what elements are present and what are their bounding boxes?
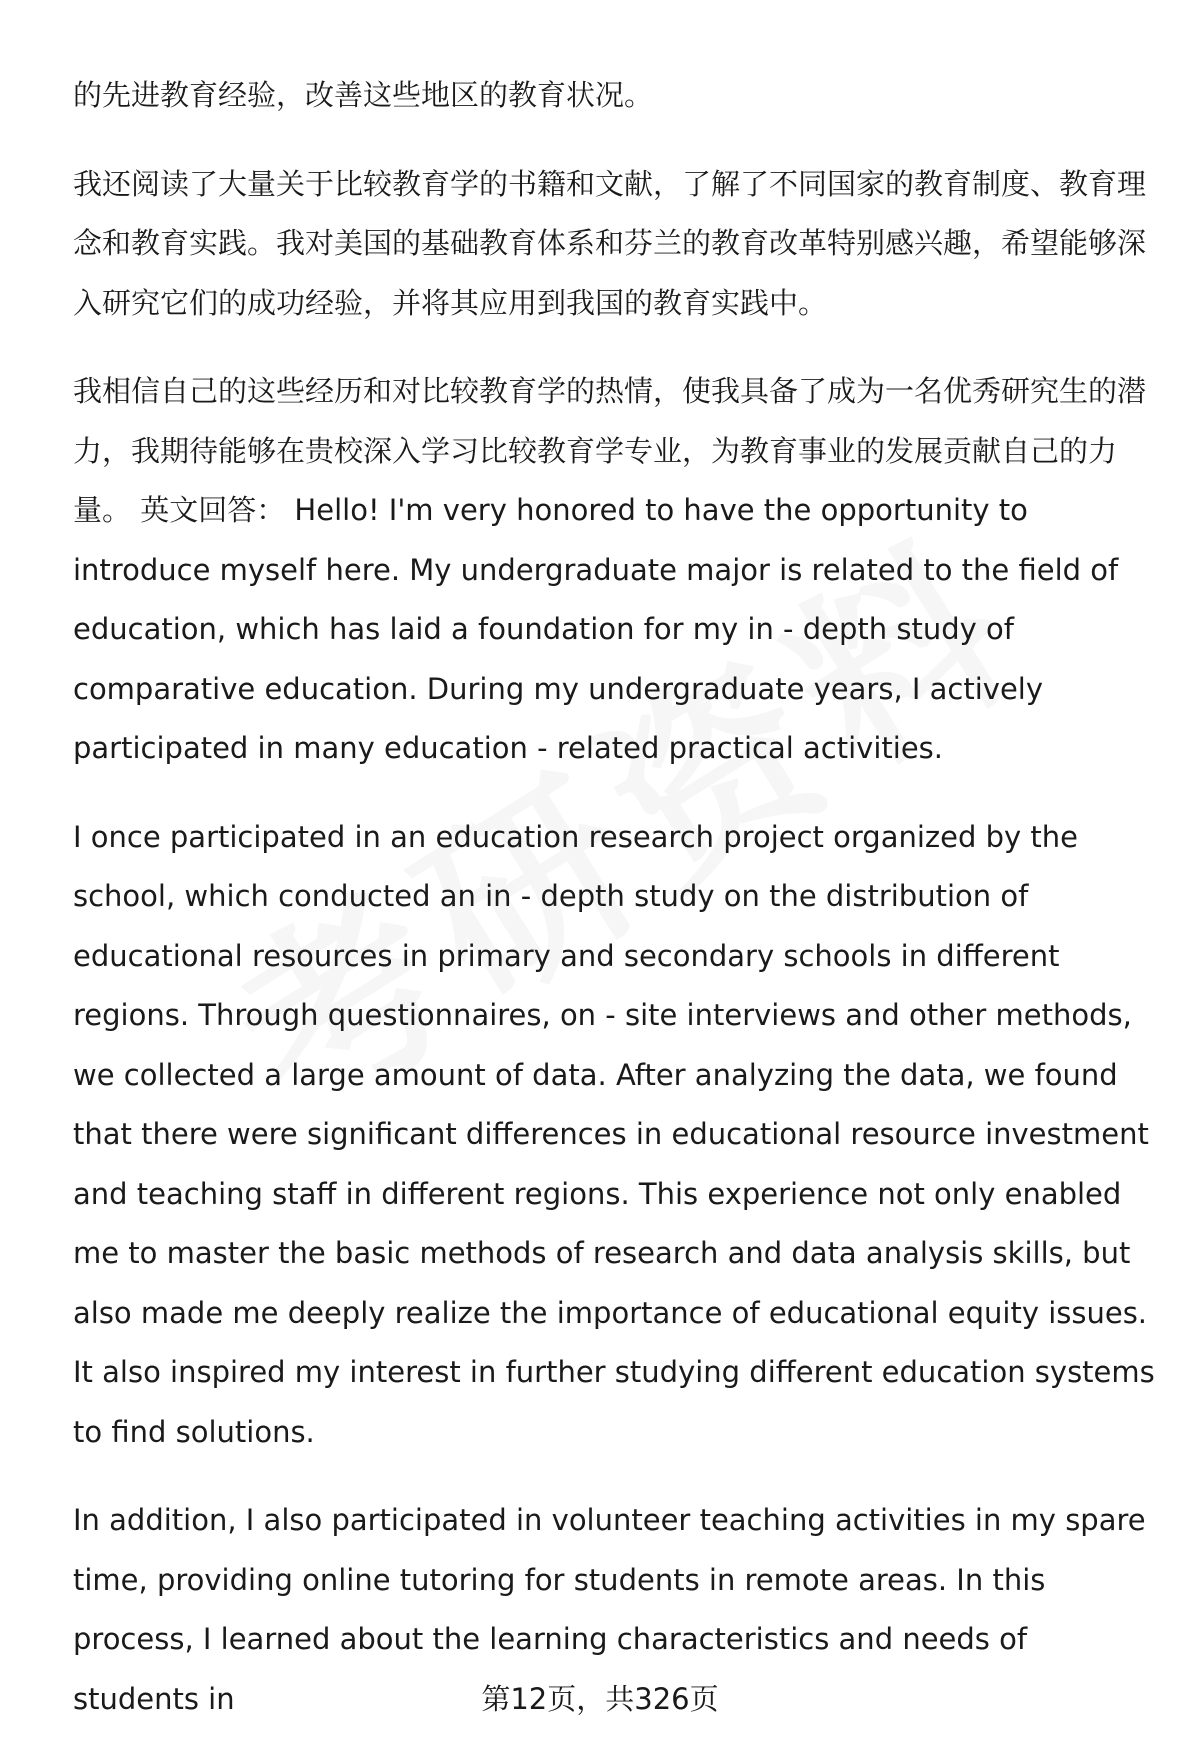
paragraph-gap: [73, 126, 1158, 155]
paragraph-2: 我还阅读了大量关于比较教育学的书籍和文献，了解了不同国家的教育制度、教育理念和教育实践。我对美国的基础教育体系和芬兰的教育改革特别感兴趣，希望能够深入研究它们的成功经验，并将其应用到我国的教育实践中。: [73, 166, 1147, 320]
document-body: [73, 66, 1158, 1729]
paragraph-gap: [73, 779, 1158, 808]
paragraph-gap: [73, 333, 1158, 362]
paragraph-gap: [73, 1462, 1158, 1491]
page-number-footer: 第12页，共326页: [481, 1682, 719, 1716]
paragraph-1: 的先进教育经验，改善这些地区的教育状况。: [73, 78, 654, 112]
paragraph-4: I once participated in an education research project organized by the school, which conducted an in - depth study on the distribution of educational resources in primary and secondary schools in different regions. Through questionnaires, on - site interviews and other methods, we collected a large amount of data. After analyzing the data, we found that there were significant differences in educational resource investment and teaching staff in different regions. This experience not only enabled me to master the basic methods of research and data analysis skills, but also made me deeply realize the importance of educational equity issues. It also inspired my interest in further studying different education systems to find solutions.: [73, 819, 1155, 1449]
paragraph-3: 我相信自己的这些经历和对比较教育学的热情，使我具备了成为一名优秀研究生的潜力，我期待能够在贵校深入学习比较教育学专业，为教育事业的发展贡献自己的力量。 英文回答： Hello! I'm very honored to have the opportunity to introduce myself here. My undergraduate major is related to the field of education, which has laid a foundation for my in - depth study of comparative education. During my undergraduate years, I actively participated in many education - related practical activities.: [73, 374, 1147, 765]
paragraph-5: In addition, I also participated in volunteer teaching activities in my spare time, providing online tutoring for students in remote areas. In this process, I learned about the learning characteristics and needs of students in: [73, 1503, 1146, 1716]
